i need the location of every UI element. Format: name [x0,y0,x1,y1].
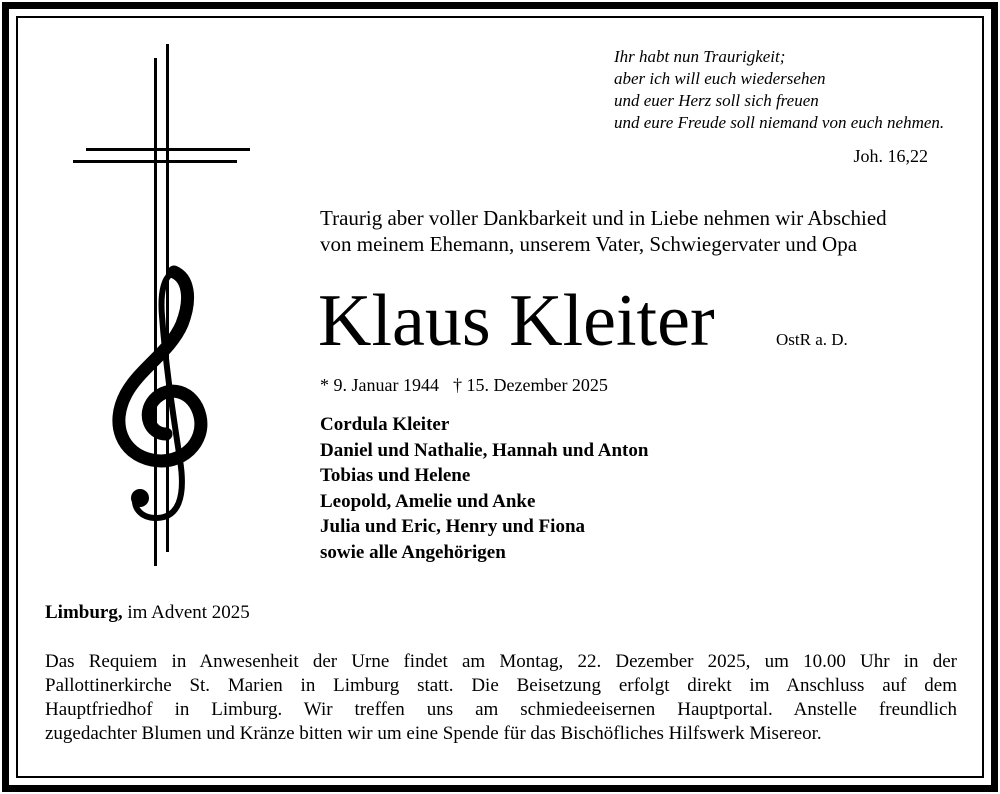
place-and-date [45,602,250,624]
notice-line: Pallottinerkirche St. Marien in Limburg statt. Die Beisetzung erfolgt direkt im Anschluss auf dem [45,675,957,696]
intro-text [320,205,887,257]
place-time: im Advent 2025 [122,602,250,623]
mourner-entry: Tobias und Helene [320,465,471,487]
bible-quote [614,46,960,134]
notice-line: zugedachter Blumen und Kränze bitten wir um eine Spende für das Bischöfliches Hilfswerk Misereor. [45,723,822,744]
birth-date: * 9. Januar 1944 [320,375,439,395]
quote-reference: Joh. 16,22 [853,146,928,166]
death-date: † 15. Dezember 2025 [452,375,608,395]
intro-line: Traurig aber voller Dankbarkeit und in Liebe nehmen wir Abschied [320,206,887,230]
mourner-entry: Leopold, Amelie und Anke [320,490,536,512]
intro-line: von meinem Ehemann, unserem Vater, Schwiegervater und Opa [320,232,858,256]
notice-line: Das Requiem in Anwesenheit der Urne findet am Montag, 22. Dezember 2025, um 10.00 Uhr in der [45,651,957,672]
life-dates [320,375,608,396]
mourners-list [320,412,648,566]
mourner-entry: sowie alle Angehörigen [320,541,506,563]
funeral-notice [45,650,957,746]
mourner-entry: Cordula Kleiter [320,414,450,435]
notice-line: Hauptfriedhof in Limburg. Wir treffen uns am schmiedeeisernen Hauptportal. Anstelle freundlich [45,699,957,720]
quote-line: aber ich will euch wiedersehen [614,69,826,88]
cross-with-treble-clef-icon [70,40,260,580]
mourner-entry: Daniel und Nathalie, Hannah und Anton [320,439,649,461]
deceased-title: OstR a. D. [776,330,848,349]
quote-line: Ihr habt nun Traurigkeit; [614,47,786,66]
place-city: Limburg, [45,602,123,623]
mourner-entry: Julia und Eric, Henry und Fiona [320,516,586,538]
quote-line: und eure Freude soll niemand von euch nehmen. [614,113,945,132]
quote-line: und euer Herz soll sich freuen [614,91,819,110]
deceased-name: Klaus Kleiter [318,280,715,362]
